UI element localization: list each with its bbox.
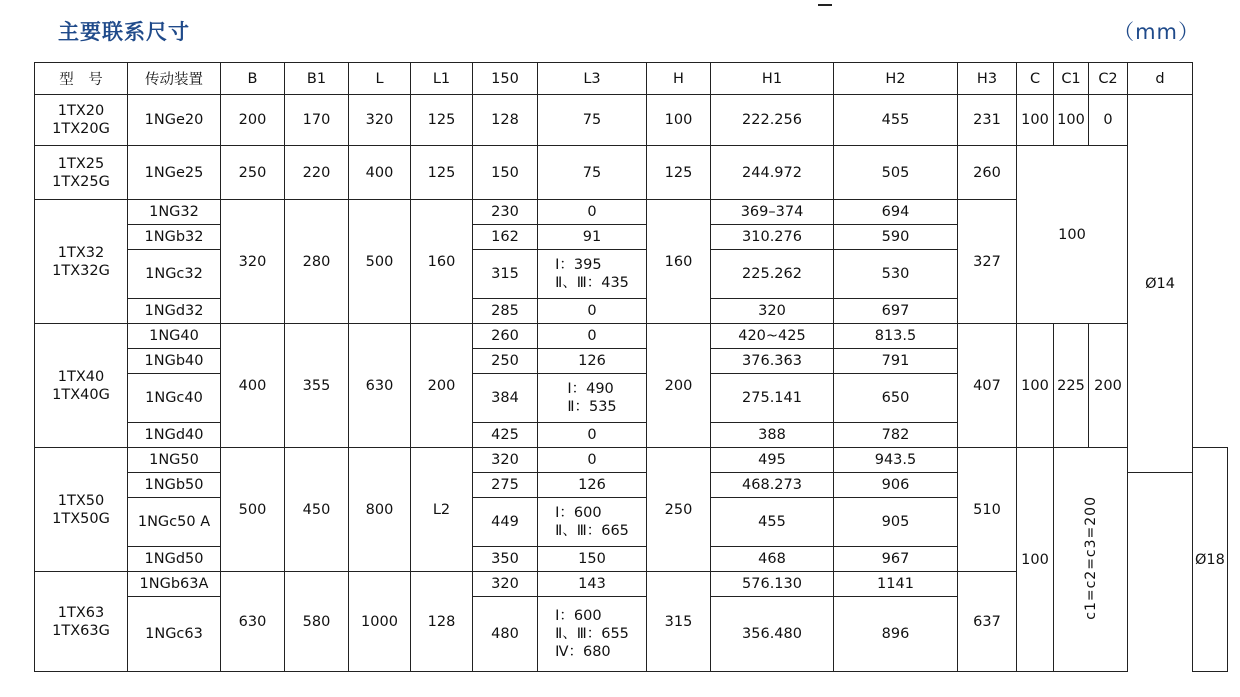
h2-cell: 1141 [834,572,958,597]
h2-cell: 590 [834,225,958,250]
l150-cell: 230 [473,200,538,225]
model-cell: 1TX25 1TX25G [35,146,128,200]
unit-label: （mm） [1113,20,1200,44]
model-cell: 1TX32 1TX32G [35,200,128,324]
l3-cell: 0 [538,423,647,448]
col-header-b1: B1 [285,63,349,95]
h2-cell: 530 [834,250,958,299]
c-lower-cell: 100 [1017,448,1054,672]
l-cell: 630 [349,324,411,448]
dimension-table [34,62,1228,672]
l1-cell: 160 [411,200,473,324]
col-header-c: C [1017,63,1054,95]
col-header-h: H [647,63,711,95]
h2-cell: 906 [834,473,958,498]
drive-cell: 1NG32 [128,200,221,225]
col-header-d: d [1128,63,1193,95]
d-cell-bottom: Ø18 [1193,448,1228,672]
h2-cell: 813.5 [834,324,958,349]
h2-cell: 650 [834,374,958,423]
l3-cell: Ⅰ：600 Ⅱ、Ⅲ：665 [538,498,647,547]
col-header-c2: C2 [1089,63,1128,95]
h2-cell: 694 [834,200,958,225]
h2-cell: 505 [834,146,958,200]
h1-cell: 310.276 [711,225,834,250]
l150-cell: 320 [473,572,538,597]
l3-cell: 150 [538,547,647,572]
h1-cell: 495 [711,448,834,473]
l3-cell: Ⅰ：490 Ⅱ：535 [538,374,647,423]
l150-cell: 315 [473,250,538,299]
h1-cell: 455 [711,498,834,547]
col-header-b: B [221,63,285,95]
l1-cell: 125 [411,146,473,200]
drive-cell: 1NGb63A [128,572,221,597]
col-header-l1: L1 [411,63,473,95]
page-title: 主要联系尺寸 [58,20,190,44]
b1-cell: 450 [285,448,349,572]
model-cell: 1TX40 1TX40G [35,324,128,448]
h2-cell: 782 [834,423,958,448]
c-vertical-cell [1054,448,1128,672]
h1-cell: 369–374 [711,200,834,225]
h1-cell: 320 [711,299,834,324]
h2-cell: 455 [834,95,958,146]
c-vertical-label: c1=c2=c3=200 [1082,495,1099,620]
c-merged-cell: 100 [1017,146,1128,324]
l3-cell: 0 [538,200,647,225]
table-row [35,324,1228,349]
col-header-model: 型 号 [35,63,128,95]
drive-cell: 1NGc40 [128,374,221,423]
col-header-h1: H1 [711,63,834,95]
b-cell: 500 [221,448,285,572]
h3-cell: 407 [958,324,1017,448]
h-cell: 100 [647,95,711,146]
drive-cell: 1NGd32 [128,299,221,324]
c1-cell: 100 [1054,95,1089,146]
table-row [35,448,1228,473]
l1-cell: 125 [411,95,473,146]
l3-cell: 143 [538,572,647,597]
c-cell: 100 [1017,95,1054,146]
col-header-l3: L3 [538,63,647,95]
h3-cell: 260 [958,146,1017,200]
l-cell: 500 [349,200,411,324]
drive-cell: 1NG40 [128,324,221,349]
l150-cell: 260 [473,324,538,349]
drive-cell: 1NGb40 [128,349,221,374]
model-cell: 1TX63 1TX63G [35,572,128,672]
l-cell: 800 [349,448,411,572]
h3-cell: 327 [958,200,1017,324]
l3-cell: 75 [538,146,647,200]
b1-cell: 280 [285,200,349,324]
h2-cell: 697 [834,299,958,324]
l150-cell: 162 [473,225,538,250]
l150-cell: 285 [473,299,538,324]
c2-cell: 200 [1089,324,1128,448]
model-cell: 1TX20 1TX20G [35,95,128,146]
col-header-150: 150 [473,63,538,95]
l-cell: 1000 [349,572,411,672]
c1-cell: 225 [1054,324,1089,448]
h2-cell: 896 [834,597,958,672]
table-row [35,95,1228,146]
l150-cell: 250 [473,349,538,374]
header-row [35,63,1228,95]
drive-cell: 1NGc50 A [128,498,221,547]
h1-cell: 356.480 [711,597,834,672]
h1-cell: 576.130 [711,572,834,597]
col-header-h3: H3 [958,63,1017,95]
drive-cell: 1NGb32 [128,225,221,250]
drive-cell: 1NGd40 [128,423,221,448]
h2-cell: 967 [834,547,958,572]
model-cell: 1TX50 1TX50G [35,448,128,572]
l3-cell: 126 [538,349,647,374]
col-header-l: L [349,63,411,95]
h-cell: 315 [647,572,711,672]
h1-cell: 244.972 [711,146,834,200]
l3-cell: Ⅰ：395 Ⅱ、Ⅲ：435 [538,250,647,299]
h2-cell: 905 [834,498,958,547]
h1-cell: 388 [711,423,834,448]
b-cell: 630 [221,572,285,672]
h1-cell: 275.141 [711,374,834,423]
b1-cell: 580 [285,572,349,672]
b-cell: 400 [221,324,285,448]
l-cell: 320 [349,95,411,146]
b1-cell: 355 [285,324,349,448]
l3-cell: Ⅰ：600 Ⅱ、Ⅲ：655 Ⅳ：680 [538,597,647,672]
c-cell: 100 [1017,324,1054,448]
l150-cell: 150 [473,146,538,200]
l150-cell: 320 [473,448,538,473]
l150-cell: 449 [473,498,538,547]
table-row [35,146,1228,200]
h1-cell: 468.273 [711,473,834,498]
b-cell: 320 [221,200,285,324]
drive-cell: 1NGb50 [128,473,221,498]
l1-cell: 200 [411,324,473,448]
b-cell: 250 [221,146,285,200]
h-cell: 200 [647,324,711,448]
l3-cell: 91 [538,225,647,250]
l3-cell: 126 [538,473,647,498]
c2-cell: 0 [1089,95,1128,146]
drive-cell: 1NGd50 [128,547,221,572]
l1-cell: L2 [411,448,473,572]
l1-cell: 128 [411,572,473,672]
h-cell: 125 [647,146,711,200]
drive-cell: 1NGe20 [128,95,221,146]
l3-cell: 75 [538,95,647,146]
b1-cell: 170 [285,95,349,146]
h1-cell: 468 [711,547,834,572]
l-cell: 400 [349,146,411,200]
b-cell: 200 [221,95,285,146]
drive-cell: 1NG50 [128,448,221,473]
h-cell: 250 [647,448,711,572]
h3-cell: 510 [958,448,1017,572]
drive-cell: 1NGc32 [128,250,221,299]
h3-cell: 637 [958,572,1017,672]
h1-cell: 222.256 [711,95,834,146]
l150-cell: 275 [473,473,538,498]
d-cell-top: Ø14 [1128,95,1193,473]
h1-cell: 420~425 [711,324,834,349]
h1-cell: 225.262 [711,250,834,299]
drive-cell: 1NGc63 [128,597,221,672]
h2-cell: 791 [834,349,958,374]
col-header-h2: H2 [834,63,958,95]
h3-cell: 231 [958,95,1017,146]
l150-cell: 128 [473,95,538,146]
col-header-drive: 传动装置 [128,63,221,95]
top-mark [818,4,832,6]
l150-cell: 480 [473,597,538,672]
l150-cell: 384 [473,374,538,423]
l3-cell: 0 [538,299,647,324]
l150-cell: 425 [473,423,538,448]
col-header-c1: C1 [1054,63,1089,95]
l3-cell: 0 [538,324,647,349]
h2-cell: 943.5 [834,448,958,473]
l3-cell: 0 [538,448,647,473]
h1-cell: 376.363 [711,349,834,374]
l150-cell: 350 [473,547,538,572]
drive-cell: 1NGe25 [128,146,221,200]
b1-cell: 220 [285,146,349,200]
h-cell: 160 [647,200,711,324]
